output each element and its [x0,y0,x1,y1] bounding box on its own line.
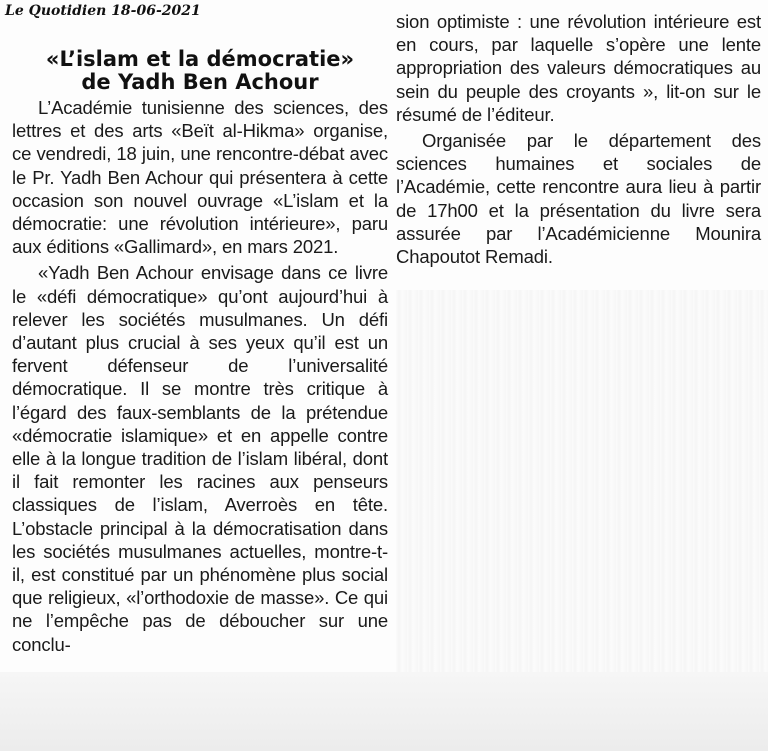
left-column [12,48,388,656]
paragraph-1: L’Académie tunisienne des sciences, des lettres et des arts «Beït al-Hikma» organise, ce vendredi, 18 juin, une rencontre-débat avec le Pr. Yadh Ben Achour qui présentera à cette occasion son nouvel ouvrage «L’islam et la démocratie: une révolution intérieure», paru aux éditions «Gallimard», en mars 2021. [12,97,388,258]
right-column [396,10,761,268]
paragraph-2: «Yadh Ben Achour envisage dans ce livre le «défi démocratique» qu’ont aujourd’hui à relever les sociétés musulmanes. Un défi d’autant plus crucial à ses yeux qu’il est un fervent défenseur de l’universalité démocratique. Il se montre très critique à l’égard des faux-semblants de la prétendue «démocratie islamique» et en appelle contre elle à la longue tradition de l’islam libéral, dont il fait remonter les racines aux penseurs classiques de l’islam, Averroès en tête. L’obstacle principal à la démocratisation dans les sociétés musulmanes actuelles, montre-t-il, est constitué par un phénomène plus social que religieux, «l’orthodoxie de masse». Ce qui ne l’empêche pas de déboucher sur une conclu- [12,262,388,655]
scan-margin [0,672,768,751]
source-line: Le Quotidien 18-06-2021 [5,3,201,19]
paragraph-3: Organisée par le département des sciences humaines et sociales de l’Académie, cette rencontre aura lieu à partir de 17h00 et la présentation du livre sera assurée par l’Académicienne Mounira Chapoutot Remadi. [396,130,761,268]
paragraph-2-continued: sion optimiste : une révolution intérieure est en cours, par laquelle s’opère une lente appropriation des valeurs démocratiques au sein du peuple des croyants », lit-on sur le résumé de l’éditeur. [396,11,761,125]
article-headline [12,48,388,94]
headline-line-1: «L’islam et la démocratie» [45,47,355,71]
scan-texture [396,290,768,672]
headline-line-2: de Yadh Ben Achour [81,70,319,94]
